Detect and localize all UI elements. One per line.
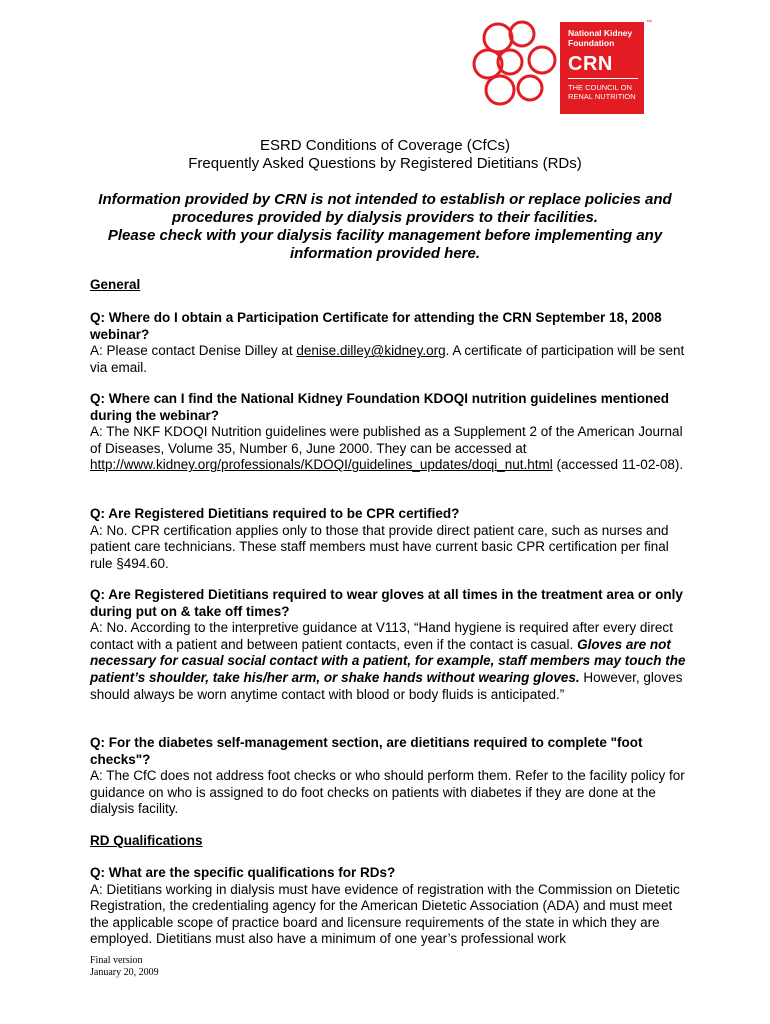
faq-answer: A: Dietitians working in dialysis must have evidence of registration with the Commission on Dietetic Registration, the credentialing agency for the American Dietetic Association (ADA) and must meet the applicable scope of practice board and licensure requirements of the state in which they are employed. Dietitians must also have a minimum of one year’s professional work [90, 881, 680, 947]
logo-acronym: CRN [568, 53, 613, 75]
faq-item [90, 310, 688, 376]
faq-question: Q: Are Registered Dietitians required to be CPR certified? [90, 506, 460, 521]
doc-title-line2: Frequently Asked Questions by Registered Dietitians (RDs) [188, 155, 582, 172]
faq-question: Q: What are the specific qualifications for RDs? [90, 865, 396, 880]
disclaimer: Information provided by CRN is not intended to establish or replace policies and procedures provided by dialysis providers to their facilities. Please check with your dialysis facility management before implementing any information provided here. [98, 191, 672, 262]
faq-item [90, 587, 688, 703]
faq-answer: A: Please contact Denise Dilley at denise.dilley@kidney.org. A certificate of participation will be sent via email. [90, 343, 685, 375]
logo-council-name: THE COUNCIL ON RENAL NUTRITION [568, 83, 636, 101]
faq-item [90, 391, 688, 474]
section-heading-rd-qualifications: RD Qualifications [90, 833, 203, 848]
footer-version: Final version [90, 955, 143, 966]
doc-title-line1: ESRD Conditions of Coverage (CfCs) [259, 137, 511, 154]
faq-question: Q: For the diabetes self-management section, are dietitians required to complete "foot checks"? [90, 735, 643, 767]
logo-org-name: National Kidney Foundation [568, 28, 633, 48]
faq-answer: A: The CfC does not address foot checks or who should perform them. Refer to the facility policy for guidance on who is assigned to do foot checks on patients with diabetes if they are done at the dialysis facility. [90, 768, 685, 817]
faq-item [90, 506, 688, 572]
email-link[interactable]: denise.dilley@kidney.org [296, 343, 446, 359]
logo-red-box [560, 22, 644, 114]
footer-date: January 20, 2009 [90, 967, 159, 978]
faq-item [90, 735, 688, 818]
faq-question: Q: Where can I find the National Kidney Foundation KDOQI nutrition guidelines mentioned during the webinar? [90, 391, 670, 423]
page-footer [90, 955, 159, 979]
kdoqi-guidelines-link[interactable]: http://www.kidney.org/professionals/KDOQI/guidelines_updates/doqi_nut.html [90, 457, 553, 473]
crn-logo [470, 16, 652, 116]
section-heading-general: General [90, 277, 141, 292]
trademark-symbol: ™ [646, 20, 652, 26]
emphasized-text: Gloves are not necessary for casual social contact with a patient, for example, staff members may touch the patient’s shoulder, take his/her arm, or shake hands without wearing gloves. [90, 636, 686, 685]
kidney-circles-emblem [470, 16, 570, 116]
faq-answer: A: No. CPR certification applies only to those that provide direct patient care, such as nurses and patient care technicians. These staff members must have current basic CPR certification per final rule §494.60. [90, 522, 669, 571]
logo-divider [568, 78, 638, 79]
faq-question: Q: Are Registered Dietitians required to wear gloves at all times in the treatment area or only during put on & take off times? [90, 587, 683, 619]
faq-answer: A: The NKF KDOQI Nutrition guidelines were published as a Supplement 2 of the American Journal of Diseases, Volume 35, Number 6, June 2000. They can be accessed at http://www.kidney.org/professionals/KDOQI/guidelines_updates/doqi_nut.html (accessed 11-02-08). [90, 424, 684, 473]
faq-answer: A: No. According to the interpretive guidance at V113, “Hand hygiene is required after every direct contact with a patient and between patient contacts, even if the contact is casual. Gloves are not necessary for casual social contact with a patient, for example, staff members may touch the patient’s shoulder, take his/her arm, or shake hands without wearing gloves. However, gloves should always be worn anytime contact with blood or body fluids is anticipated.” [90, 620, 686, 702]
faq-question: Q: Where do I obtain a Participation Certificate for attending the CRN September 18, 2008 webinar? [90, 310, 662, 342]
faq-item [90, 865, 688, 948]
